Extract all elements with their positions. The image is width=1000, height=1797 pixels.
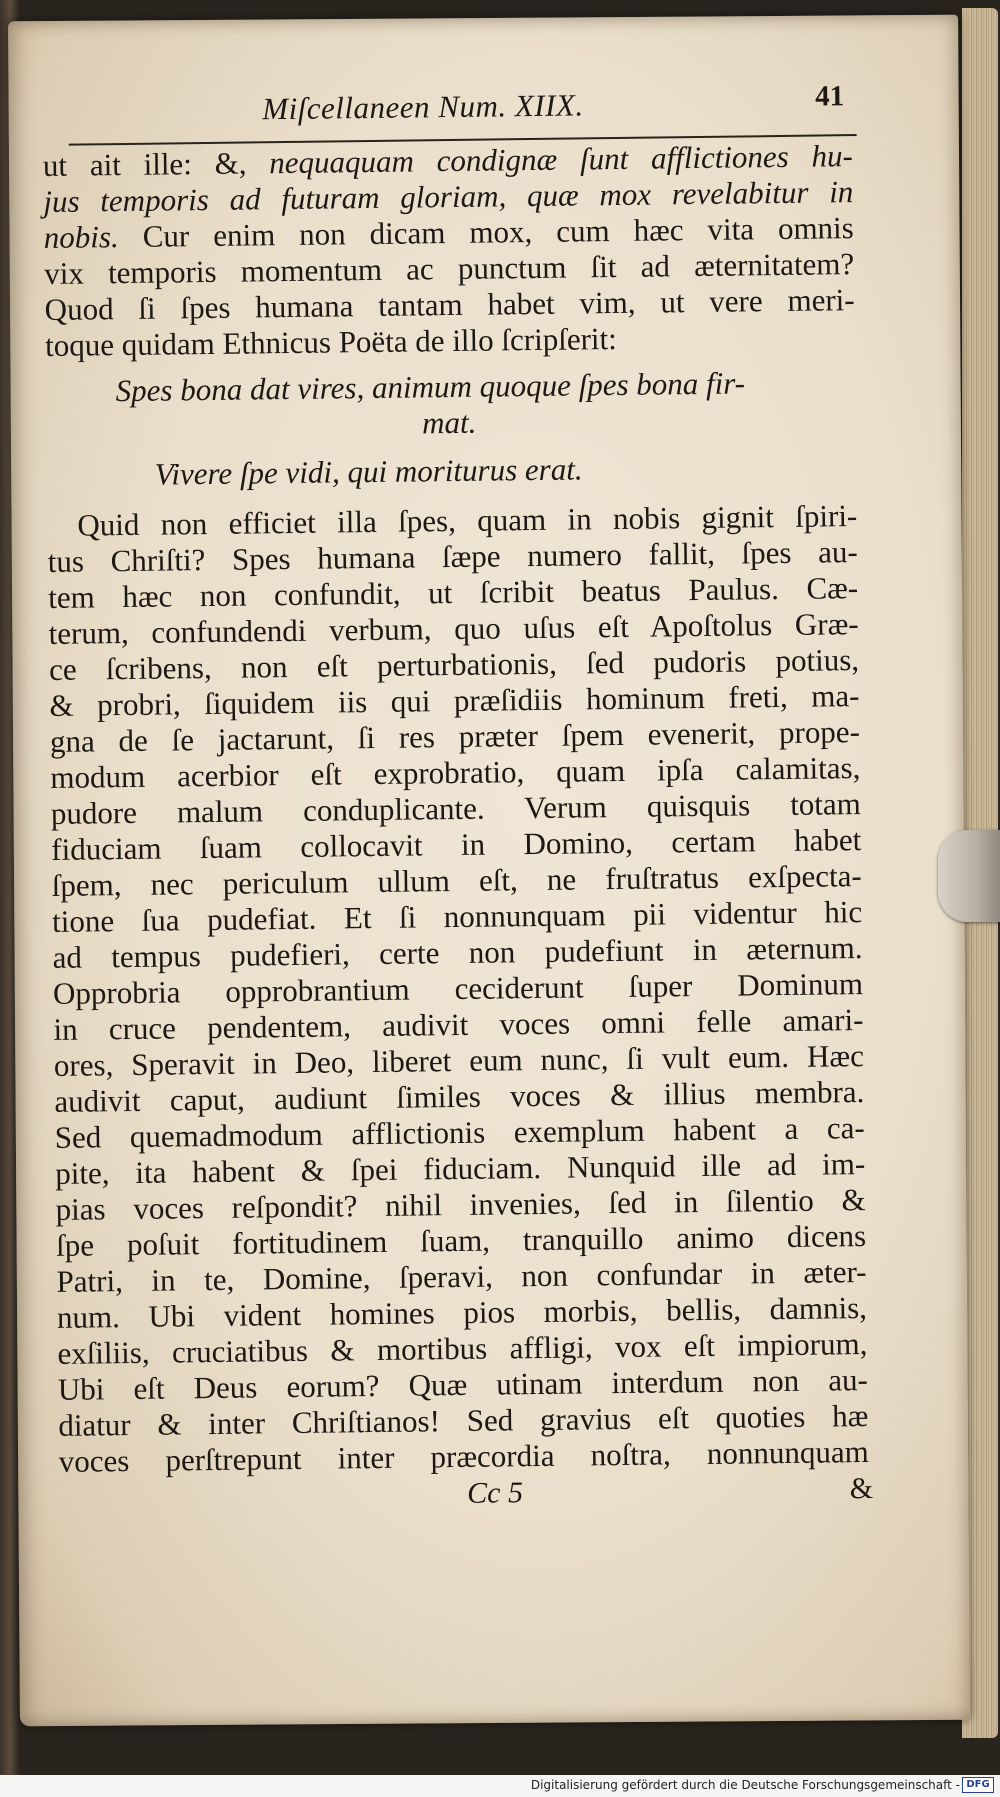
text-line: ce ſcribens, non eſt perturbationis, ſed pudoris potius, <box>48 642 860 687</box>
text-line: ut ait ille: &, nequaquam condignæ ſunt afflictiones hu- <box>42 138 854 183</box>
text-line: pudore malum conduplicante. Verum quisquis totam <box>50 786 861 831</box>
text-line: nobis. Cur enim non dicam mox, cum hæc vita omnis <box>43 210 854 255</box>
text-line: vix temporis momentum ac punctum ſit ad æternitatem? <box>44 246 855 291</box>
text-line: exſiliis, cruciatibus & mortibus affligi, vox eſt impiorum, <box>57 1326 868 1371</box>
catchword: & <box>849 1471 874 1506</box>
text-line: ſpem, nec periculum ullum eſt, ne fruſtratus exſpecta- <box>51 858 862 903</box>
text-line: ad tempus pudefieri, certe non pudefiunt in æternum. <box>52 930 863 975</box>
text-line: tione ſua pudefiat. Et ſi nonnunquam pii videntur hic <box>51 894 863 939</box>
verse-line: mat. <box>421 404 477 441</box>
paragraph-main <box>47 498 879 1480</box>
digitization-credit: Digitalisierung gefördert durch die Deutsche Forschungsgemeinschaft - <box>530 1778 960 1792</box>
text-line: jus temporis ad futuram gloriam, quæ mox revelabitur in <box>43 174 854 219</box>
text-line: ſpe poſuit fortitudinem ſuam, tranquillo animo dicens <box>55 1218 867 1263</box>
text-line: Quod ſi ſpes humana tantam habet vim, ut vere meri- <box>44 282 855 327</box>
text-line: tem hæc non confundit, ut ſcribit beatus Paulus. Cæ- <box>47 570 859 615</box>
text-line: in cruce pendentem, audivit voces omni felle amari- <box>53 1002 864 1047</box>
text-line: ores, Speravit in Deo, liberet eum nunc, ſi vult eum. Hæc <box>53 1038 865 1083</box>
text-line: voces perſtrepunt inter præcordia noſtra, nonnunquam <box>58 1434 869 1479</box>
page-tab-marker <box>938 830 1000 922</box>
page-header <box>42 80 863 148</box>
text-line: modum acerbior eſt exprobratio, quam ipſa calamitas, <box>50 750 861 795</box>
text-line: audivit caput, audiunt ſimiles voces & illius membra. <box>54 1074 865 1119</box>
text-line: Patri, in te, Domine, ſperavi, non confundar in æter- <box>56 1254 867 1299</box>
text-line: terum, confundendi verbum, quo uſus eſt Apoſtolus Græ- <box>48 606 859 651</box>
dfg-logo: DFG <box>962 1777 994 1793</box>
page-text <box>42 80 879 1522</box>
text-line: & probri, ſiquidem iis qui præſidiis hominum freti, ma- <box>49 678 860 723</box>
text-line: Opprobria opprobrantium ceciderunt ſuper Dominum <box>52 966 864 1011</box>
text-line: fiduciam ſuam collocavit in Domino, certam habet <box>51 822 862 867</box>
verse-line: Vivere ſpe vidi, qui moriturus erat. <box>154 451 583 492</box>
text-line: num. Ubi vident homines pios morbis, bellis, damnis, <box>56 1290 868 1335</box>
text-line: tus Chriſti? Spes humana ſæpe numero fallit, ſpes au- <box>47 534 858 579</box>
page-number: 41 <box>814 80 845 113</box>
text-line: toque quidam Ethnicus Poëta de illo ſcripſerit: <box>44 320 617 363</box>
verse-line: Spes bona dat vires, animum quoque ſpes bona fir- <box>115 365 746 409</box>
signature-mark: Cc 5 <box>466 1476 524 1510</box>
paragraph-top <box>43 138 866 364</box>
text-line: pite, ita habent & ſpei fiduciam. Nunquid ille ad im- <box>55 1146 866 1191</box>
running-title: Miſcellaneen Num. XIIX. <box>262 87 584 127</box>
text-line: Quid non efficiet illa ſpes, quam in nobis gignit ſpiri- <box>77 498 858 543</box>
text-line: gna de ſe jactarunt, ſi res præter ſpem evenerit, prope- <box>49 714 861 759</box>
text-line: Sed quemadmodum afflictionis exemplum habent a ca- <box>54 1110 865 1155</box>
text-line: diatur & inter Chriſtianos! Sed gravius eſt quoties hæ <box>58 1398 869 1443</box>
text-line: Ubi eſt Deus eorum? Quæ utinam interdum non au- <box>57 1362 869 1407</box>
text-line: pias voces reſpondit? nihil invenies, ſed in ſilentio & <box>55 1182 866 1227</box>
